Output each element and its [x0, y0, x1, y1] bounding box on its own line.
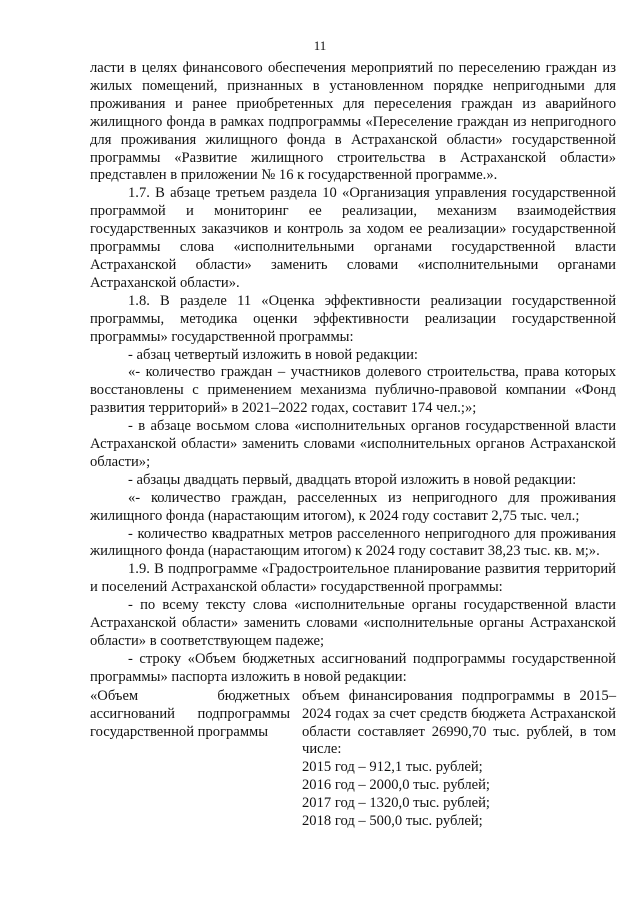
paragraph-quote-38-23: - количество квадратных метров расселенного непригодного для проживания жилищного фонда (нарастающим итогом) к 2024 году составит 38,23 тыс. кв. м;».: [90, 525, 616, 560]
paragraph-quote-2-75: «- количество граждан, расселенных из непригодного для проживания жилищного фонда (нарастающим итогом), к 2024 году составит 2,75 тыс. чел.;: [90, 489, 616, 524]
paragraph-1-7: 1.7. В абзаце третьем раздела 10 «Организация управления государственной программой и мониторинг ее реализации, механизм взаимодействия государственных заказчиков и контроль за ходом ее реализации» государственной программы слова «исполнительными органами государственной власти Астраханской области» заменить словами «исполнительными органами Астраханской области».: [90, 185, 616, 291]
paragraph-item-text-replace: - по всему тексту слова «исполнительные органы государственной власти Астраханской области» заменить словами «исполнительные органы Астраханской области» в соответствующем падеже;: [90, 597, 616, 649]
passport-table-row: [90, 688, 616, 831]
paragraph-item-stroka: - строку «Объем бюджетных ассигнований подпрограммы государственной программы» паспорта изложить в новой редакции:: [90, 650, 616, 685]
paragraph-continuation: ласти в целях финансового обеспечения мероприятий по переселению граждан из жилых помещений, признанных в установленном порядке непригодными для проживания и ранее приобретенных для переселения граждан из аварийного жилищного фонда в рамках подпрограммы «Переселение граждан из непригодного для проживания жилищного фонда в Астраханской области» государственной программы «Развитие жилищного строительства в Астраханской области» представлен в приложении № 16 к государственной программе.».: [90, 60, 616, 184]
paragraph-1-9: 1.9. В подпрограмме «Градостроительное планирование развития территорий и поселений Астраханской области» государственной программы:: [90, 561, 616, 596]
funding-year-2017: 2017 год – 1320,0 тыс. рублей;: [302, 795, 490, 812]
document-body: [90, 60, 616, 831]
paragraph-1-8: 1.8. В разделе 11 «Оценка эффективности реализации государственной программы, методика оценки эффективности реализации государственной программы» государственной программы:: [90, 292, 616, 345]
paragraph-item-abzac-8: - в абзаце восьмом слова «исполнительных органов государственной власти Астраханской области» заменить словами «исполнительных органов Астраханской области»;: [90, 418, 616, 470]
funding-year-2015: 2015 год – 912,1 тыс. рублей;: [302, 759, 483, 776]
paragraph-item-abzac-21-22: - абзацы двадцать первый, двадцать второй изложить в новой редакции:: [128, 471, 577, 488]
funding-year-2018: 2018 год – 500,0 тыс. рублей;: [302, 813, 483, 830]
funding-intro: объем финансирования подпрограммы в 2015–2024 годах за счет средств бюджета Астраханской области составляет 26990,70 тыс. рублей, в том числе:: [302, 687, 616, 758]
passport-row-value: [302, 688, 616, 831]
funding-year-2016: 2016 год – 2000,0 тыс. рублей;: [302, 777, 490, 794]
paragraph-quote-174: «- количество граждан – участников долевого строительства, права которых восстановлены с применением механизма публично-правовой компании «Фонд развития территорий» в 2021–2022 годах, составит 174 чел.;»;: [90, 364, 616, 417]
paragraph-item-abzac-4: - абзац четвертый изложить в новой редакции:: [128, 346, 418, 363]
page-number: 11: [313, 38, 327, 53]
passport-row-label: «Объем бюджетных ассигнований подпрограммы государственной программы: [90, 687, 290, 740]
